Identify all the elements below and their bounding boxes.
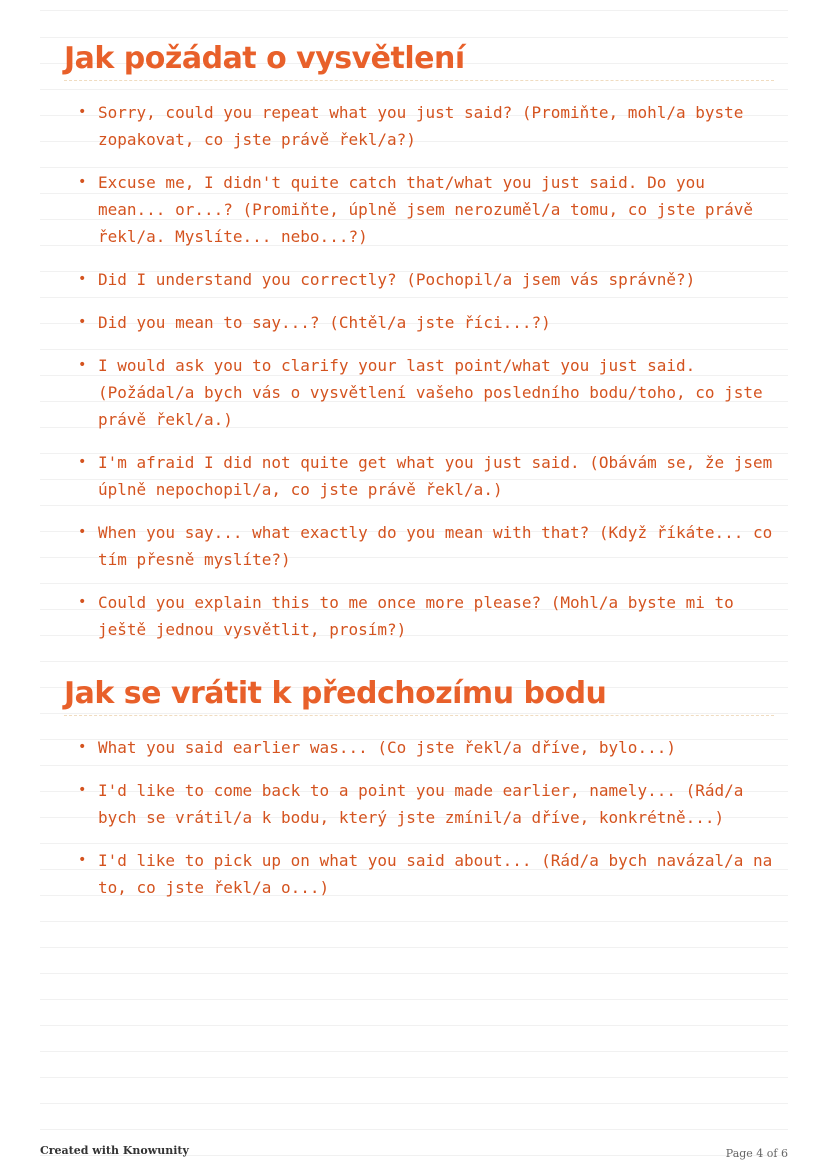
left-margin bbox=[0, 0, 40, 1171]
list-item bbox=[64, 519, 774, 573]
phrase-text: Did I understand you correctly? (Pochopil/a jsem vás správně?) bbox=[98, 270, 696, 289]
bullet-icon: • bbox=[78, 524, 87, 540]
list-item bbox=[64, 589, 774, 643]
section-return-to-point bbox=[64, 675, 774, 917]
bullet-icon: • bbox=[78, 739, 87, 755]
bullet-icon: • bbox=[78, 852, 87, 868]
phrase-text: What you said earlier was... (Co jste řekl/a dříve, bylo...) bbox=[98, 738, 676, 757]
phrase-list bbox=[64, 734, 774, 901]
phrase-text: I would ask you to clarify your last point/what you just said. (Požádal/a bych vás o vysvětlení vašeho posledního bodu/toho, co jste právě řekl/a.) bbox=[98, 356, 763, 429]
right-margin bbox=[788, 0, 828, 1171]
bullet-icon: • bbox=[78, 174, 87, 190]
phrase-text: I'm afraid I did not quite get what you just said. (Obávám se, že jsem úplně nepochopil/a, co jste právě řekl/a.) bbox=[98, 453, 773, 499]
page-number: Page 4 of 6 bbox=[725, 1147, 788, 1160]
phrase-text: When you say... what exactly do you mean with that? (Když říkáte... co tím přesně myslíte?) bbox=[98, 523, 773, 569]
bullet-icon: • bbox=[78, 314, 87, 330]
list-item bbox=[64, 847, 774, 901]
phrase-text: I'd like to come back to a point you made earlier, namely... (Rád/a bych se vrátil/a k bodu, který jste zmínil/a dříve, konkrétně...) bbox=[98, 781, 744, 827]
section-heading: Jak se vrátit k předchozímu bodu bbox=[64, 675, 774, 716]
phrase-text: Could you explain this to me once more please? (Mohl/a byste mi to ještě jednou vysvětlit, prosím?) bbox=[98, 593, 734, 639]
bullet-icon: • bbox=[78, 357, 87, 373]
bullet-icon: • bbox=[78, 782, 87, 798]
phrase-text: I'd like to pick up on what you said about... (Rád/a bych navázal/a na to, co jste řekl/a o...) bbox=[98, 851, 773, 897]
list-item bbox=[64, 309, 774, 336]
phrase-text: Sorry, could you repeat what you just said? (Promiňte, mohl/a byste zopakovat, co jste právě řekl/a?) bbox=[98, 103, 744, 149]
bullet-icon: • bbox=[78, 594, 87, 610]
section-clarification bbox=[64, 40, 774, 659]
bullet-icon: • bbox=[78, 104, 87, 120]
list-item bbox=[64, 734, 774, 761]
section-heading: Jak požádat o vysvětlení bbox=[64, 40, 774, 81]
list-item bbox=[64, 169, 774, 250]
list-item bbox=[64, 449, 774, 503]
list-item bbox=[64, 352, 774, 433]
bullet-icon: • bbox=[78, 271, 87, 287]
phrase-text: Did you mean to say...? (Chtěl/a jste říci...?) bbox=[98, 313, 551, 332]
bullet-icon: • bbox=[78, 454, 87, 470]
created-with-footer: Created with Knowunity bbox=[40, 1144, 189, 1157]
phrase-text: Excuse me, I didn't quite catch that/what you just said. Do you mean... or...? (Promiňte, úplně jsem nerozuměl/a tomu, co jste právě řekl/a. Myslíte... nebo...?) bbox=[98, 173, 754, 246]
list-item bbox=[64, 266, 774, 293]
list-item bbox=[64, 99, 774, 153]
phrase-list bbox=[64, 99, 774, 643]
list-item bbox=[64, 777, 774, 831]
